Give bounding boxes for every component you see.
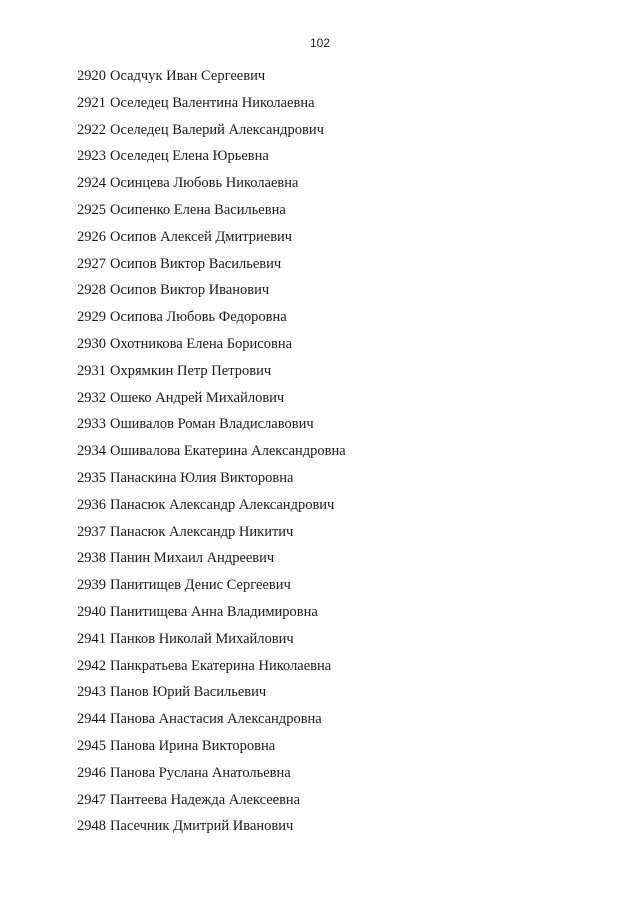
entry-number: 2923 — [77, 148, 106, 165]
entry-name: Панова Ирина Викторовна — [110, 737, 276, 754]
list-item — [77, 787, 346, 814]
entry-name: Панкратьева Екатерина Николаевна — [110, 657, 332, 674]
entry-number: 2943 — [77, 684, 106, 701]
entry-name: Панасюк Александр Никитич — [110, 523, 294, 540]
entry-name: Панасюк Александр Александрович — [110, 496, 335, 513]
entry-name: Панин Михаил Андреевич — [110, 550, 275, 567]
entry-number: 2920 — [77, 68, 106, 84]
entry-number: 2926 — [77, 228, 106, 245]
list-item — [77, 519, 346, 546]
entry-number: 2945 — [77, 737, 106, 754]
list-item — [77, 733, 346, 760]
list-item — [77, 599, 346, 626]
list-item — [77, 545, 346, 572]
entry-name: Пасечник Дмитрий Иванович — [110, 818, 294, 835]
entry-name: Осипов Виктор Иванович — [110, 282, 270, 299]
entry-name: Осипенко Елена Васильевна — [110, 201, 286, 218]
entry-number: 2936 — [77, 496, 106, 513]
list-item — [77, 304, 346, 331]
list-item — [77, 653, 346, 680]
entry-name: Оселедец Елена Юрьевна — [110, 148, 269, 165]
entry-number: 2948 — [77, 818, 106, 835]
entry-number: 2924 — [77, 175, 106, 192]
entry-number: 2947 — [77, 791, 106, 808]
entry-name: Осипов Виктор Васильевич — [110, 255, 282, 272]
entry-name: Осипов Алексей Дмитриевич — [110, 228, 293, 245]
page-number: 102 — [309, 36, 331, 50]
entry-number: 2927 — [77, 255, 106, 272]
list-item — [77, 170, 346, 197]
list-item — [77, 572, 346, 599]
entry-name: Панитищева Анна Владимировна — [110, 603, 318, 620]
entry-name: Оселедец Валерий Александрович — [110, 121, 324, 138]
entry-name: Панова Анастасия Александровна — [110, 711, 322, 728]
list-item — [77, 358, 346, 385]
list-item — [77, 679, 346, 706]
entry-name: Осадчук Иван Сергеевич — [110, 68, 266, 84]
entry-name: Оселедец Валентина Николаевна — [110, 94, 315, 111]
entry-number: 2932 — [77, 389, 106, 406]
list-item — [77, 63, 346, 90]
entry-number: 2939 — [77, 577, 106, 594]
entry-number: 2931 — [77, 362, 106, 379]
entry-number: 2935 — [77, 469, 106, 486]
entry-number: 2944 — [77, 711, 106, 728]
entry-name: Осинцева Любовь Николаевна — [110, 175, 299, 192]
entry-number: 2930 — [77, 335, 106, 352]
entry-number: 2922 — [77, 121, 106, 138]
entry-name: Охрямкин Петр Петрович — [110, 362, 272, 379]
list-item — [77, 706, 346, 733]
entry-number: 2942 — [77, 657, 106, 674]
entry-name: Осипова Любовь Федоровна — [110, 309, 287, 326]
entry-name: Охотникова Елена Борисовна — [110, 335, 293, 352]
list-item — [77, 90, 346, 117]
list-item — [77, 492, 346, 519]
entry-number: 2938 — [77, 550, 106, 567]
list-item — [77, 143, 346, 170]
list-item — [77, 197, 346, 224]
entry-number: 2934 — [77, 443, 106, 460]
entry-number: 2921 — [77, 94, 106, 111]
entry-name: Панков Николай Михайлович — [110, 630, 294, 647]
list-item — [77, 277, 346, 304]
list-item — [77, 385, 346, 412]
list-item — [77, 224, 346, 251]
entry-number: 2928 — [77, 282, 106, 299]
list-item — [77, 626, 346, 653]
entry-name: Ошивалова Екатерина Александровна — [110, 443, 346, 460]
list-item — [77, 411, 346, 438]
entry-name: Пантеева Надежда Алексеевна — [110, 791, 301, 808]
entries-list — [77, 63, 346, 840]
list-item — [77, 438, 346, 465]
entry-name: Ошеко Андрей Михайлович — [110, 389, 285, 406]
list-item — [77, 117, 346, 144]
entry-name: Панаскина Юлия Викторовна — [110, 469, 294, 486]
entry-name: Панитищев Денис Сергеевич — [110, 577, 291, 594]
entry-number: 2929 — [77, 309, 106, 326]
list-item — [77, 465, 346, 492]
entry-number: 2937 — [77, 523, 106, 540]
entry-number: 2925 — [77, 201, 106, 218]
entry-number: 2946 — [77, 764, 106, 781]
entry-number: 2941 — [77, 630, 106, 647]
entry-name: Панов Юрий Васильевич — [110, 684, 267, 701]
entry-name: Ошивалов Роман Владиславович — [110, 416, 314, 433]
list-item — [77, 251, 346, 278]
entry-number: 2940 — [77, 603, 106, 620]
entry-name: Панова Руслана Анатольевна — [110, 764, 291, 781]
list-item — [77, 760, 346, 787]
entry-number: 2933 — [77, 416, 106, 433]
list-item — [77, 331, 346, 358]
list-item — [77, 813, 346, 840]
